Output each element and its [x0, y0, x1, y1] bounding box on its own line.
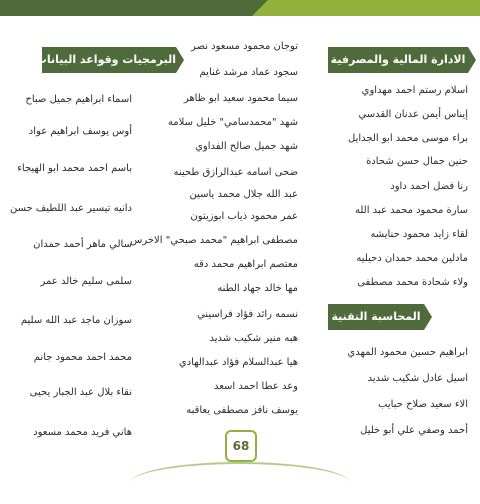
bottom-decorative-arc	[130, 462, 350, 504]
middle-name: سجود عماد مرشد غنايم	[199, 67, 298, 78]
middle-name: يوسف نافز مصطفى يعاقبه	[186, 405, 298, 416]
accounting-name: اسيل عادل شكيب شديد	[367, 373, 468, 384]
finance-name: لقاء زايد محمود حنايشه	[370, 229, 468, 240]
finance-name: براء موسى محمد ابو الجدايل	[348, 133, 468, 144]
middle-name: سيما محمود سعيد ابو ظاهر	[183, 93, 298, 104]
middle-name: مها خالد جهاد الطنه	[217, 283, 298, 294]
software-name: سوزان ماجد عبد الله سليم	[20, 315, 132, 326]
finance-name: رنا فضل احمد داود	[390, 181, 468, 192]
middle-name: توجان محمود مسعود نصر	[191, 41, 298, 52]
page-number: 68	[225, 430, 257, 462]
middle-name: وعد عطا احمد اسعد	[213, 381, 298, 392]
middle-name: نسمه رائد فؤاد فراسيني	[196, 309, 298, 320]
software-name: هاني فريد محمد مسعود	[33, 427, 132, 438]
accounting-name: ابراهيم حسين محمود المهدي	[347, 347, 468, 358]
finance-name: ولاء شحادة محمد مصطفى	[357, 277, 468, 288]
middle-name: ضحى اسامه عبدالرازق طحينه	[173, 167, 298, 178]
software-name: نقاء بلال عبد الجبار يحيى	[29, 387, 132, 398]
middle-name: شهد جميل صالح الفداوي	[195, 141, 298, 152]
software-name: سلمى سليم خالد عمر	[40, 276, 132, 287]
software-name: اسماء ابراهيم جميل صباح	[25, 94, 132, 105]
software-name: دانيه تيسير عبد اللطيف حسن	[9, 203, 132, 214]
finance-section-header: الادارة المالية والمصرفية	[328, 47, 468, 73]
middle-name: شهد "محمدسامي" خليل سلامه	[167, 117, 298, 128]
top-bar-dark-segment	[0, 0, 268, 16]
middle-name: مصطفى ابراهيم "محمد صبحي" الاخرس	[130, 235, 298, 246]
software-name: باسم احمد محمد ابو الهيجاء	[17, 163, 132, 174]
software-section-header: البرمجيات وقواعد البيانات	[42, 47, 176, 73]
finance-name: سارة محمود محمد عبد الله	[355, 205, 468, 216]
finance-name: إيناس أيمن عدنان القدسي	[358, 109, 468, 120]
accounting-name: الاء سعيد صلاح حبايب	[378, 399, 468, 410]
finance-name: مادلين محمد حمدان دحيليه	[356, 253, 468, 264]
finance-name: اسلام رستم احمد مهداوي	[361, 85, 468, 96]
middle-name: عمر محمود ذياب ابوزيتون	[190, 211, 298, 222]
software-name: سالي ماهر أحمد حمدان	[33, 239, 132, 250]
top-decorative-bar	[0, 0, 480, 16]
middle-name: معتصم ابراهيم محمد دقه	[193, 259, 298, 270]
middle-name: هيا عبدالسلام فؤاد عبدالهادي	[178, 357, 298, 368]
accounting-name: أحمد وصفي علي أبو خليل	[360, 425, 468, 436]
middle-name: هبه منير شكيب شديد	[209, 333, 298, 344]
middle-name: عبد الله جلال محمد ياسين	[189, 189, 298, 200]
accounting-section-header: المحاسبة التقنية	[328, 304, 424, 330]
finance-name: حنين جمال حسن شحادة	[366, 156, 468, 167]
software-name: محمد احمد محمود جانم	[33, 352, 132, 363]
software-name: أوس يوسف ابراهيم عواد	[28, 126, 132, 137]
top-bar-light-segment	[268, 0, 480, 16]
